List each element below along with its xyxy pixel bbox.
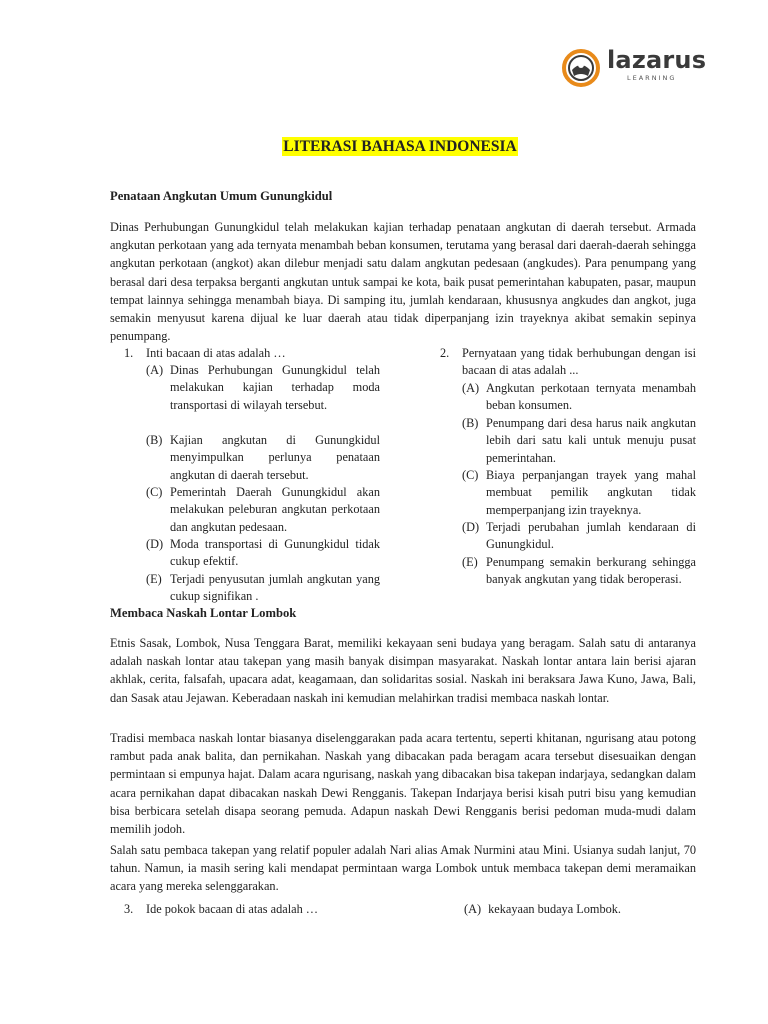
question-3-option-a[interactable] [464,902,621,917]
question-number: 1. [124,346,134,360]
option-label: (A) [462,381,480,395]
question-number: 2. [440,346,450,360]
section1-heading: Penataan Angkutan Umum Gunungkidul [110,189,333,203]
section2-paragraph-3: Salah satu pembaca takepan yang relatif populer adalah Nari alias Amak Nurmini atau Mini. Usianya sudah lanjut, 70 tahun. Namun, ia masih sering kali mendapat permintaan warga Lombok untuk membaca takepan demi meramaikan acara yang mereka selenggarakan. [110,843,696,894]
option-text: kekayaan budaya Lombok. [488,902,621,916]
option-text: Angkutan perkotaan ternyata menambah beban konsumen. [486,381,696,413]
section2-heading: Membaca Naskah Lontar Lombok [110,606,297,620]
option-text: Dinas Perhubungan Gunungkidul telah melakukan kajian terhadap moda transportasi di wilayah tersebut. [170,363,380,412]
question-3-stem: Ide pokok bacaan di atas adalah … [146,902,319,916]
option-text: Terjadi penyusutan jumlah angkutan yang cukup signifikan . [170,572,380,604]
question-3-number: 3. [124,902,134,916]
logo-wordmark: lazarus [607,46,707,74]
option-text: Kajian angkutan di Gunungkidul menyimpulkan perlunya penataan angkutan di daerah tersebut. [170,433,380,482]
option-label: (C) [462,468,479,482]
option-text: Moda transportasi di Gunungkidul tidak cukup efektif. [170,537,380,569]
option-label: (C) [146,485,163,499]
option-label: (B) [146,433,163,447]
section2-paragraph-1: Etnis Sasak, Lombok, Nusa Tenggara Barat, memiliki kekayaan seni budaya yang beragam. Salah satu di antaranya adalah naskah lontar atau takepan yang masih banyak disimpan masyarakat. Naskah lontar antara lain berisi ajaran akhlak, cerita, falsafah, upacara adat, keagamaan, dan solidaritas sosial. Naskah ini beraksara Jawa Kuno, Jawa, Bali, dan Sasak atau Jejawan. Keberadaan naskah ini kemudian melahirkan tradisi membaca naskah lontar. [110,636,696,705]
lazarus-logo [561,44,707,92]
option-text: Biaya perpanjangan trayek yang mahal membuat pemilik angkutan tidak memperpanjang izin trayeknya. [486,468,696,517]
lazarus-emblem-icon [561,48,601,88]
option-text: Penumpang semakin berkurang sehingga banyak angkutan yang tidak beroperasi. [486,555,696,587]
option-label: (A) [146,363,164,377]
logo-tagline: LEARNING [627,74,677,82]
option-text: Terjadi perubahan jumlah kendaraan di Gunungkidul. [486,520,696,552]
section1-paragraph: Dinas Perhubungan Gunungkidul telah melakukan kajian terhadap penataan angkutan di daerah tersebut. Armada angkutan perkotaan yang ada ternyata menambah beban konsumen, terutama yang berasal dari daerah-daerah sehingga angkutan perkotaan (angkot) akan dilebur menjadi satu dalam angkutan pedesaan (angkudes). Para penumpang yang berasal dari desa terpaksa berganti angkutan untuk sampai ke kota, baik pusat pemerintahan kabupaten, pasar, maupun tempat lainnya sehingga menambah biaya. Di samping itu, jumlah kendaraan, khususnya angkudes dan angkot, juga semakin menyusut karena dijual ke luar daerah atau tidak diperpanjang izin trayeknya akibat semakin sepinya penumpang. [110,220,696,344]
option-label: (D) [146,537,164,551]
section2-paragraph-2: Tradisi membaca naskah lontar biasanya diselenggarakan pada acara tertentu, seperti khitanan, ngurisang atau potong rambut pada anak balita, dan pernikahan. Naskah yang dibacakan pada beragam acara tersebut disesuaikan dengan permintaan si empunya hajat. Dalam acara ngurisang, naskah yang dibacakan bisa takepan indarjaya, sedangkan dalam acara pernikahan dapat dibacakan naskah Dewi Rengganis. Takepan Indarjaya berisi kisah putri bisu yang kemudian bisa berbicara setelah disapa seorang pemuda. Adapun naskah Dewi Rengganis berisi pedoman muda-mudi dalam memilih jodoh. [110,731,696,837]
option-label: (B) [462,416,479,430]
question-stem: Pernyataan yang tidak berhubungan dengan isi bacaan di atas adalah ... [462,346,696,378]
option-label: (E) [462,555,478,569]
option-text: Pemerintah Daerah Gunungkidul akan melakukan peleburan angkutan perkotaan dan angkutan pedesaan. [170,485,380,534]
question-stem: Inti bacaan di atas adalah … [146,346,286,360]
option-label: (A) [464,902,482,916]
option-label: (D) [462,520,480,534]
option-text: Penumpang dari desa harus naik angkutan lebih dari satu kali untuk menuju pusat pemerintahan. [486,416,696,465]
option-label: (E) [146,572,162,586]
page-title: LITERASI BAHASA INDONESIA [283,138,517,155]
